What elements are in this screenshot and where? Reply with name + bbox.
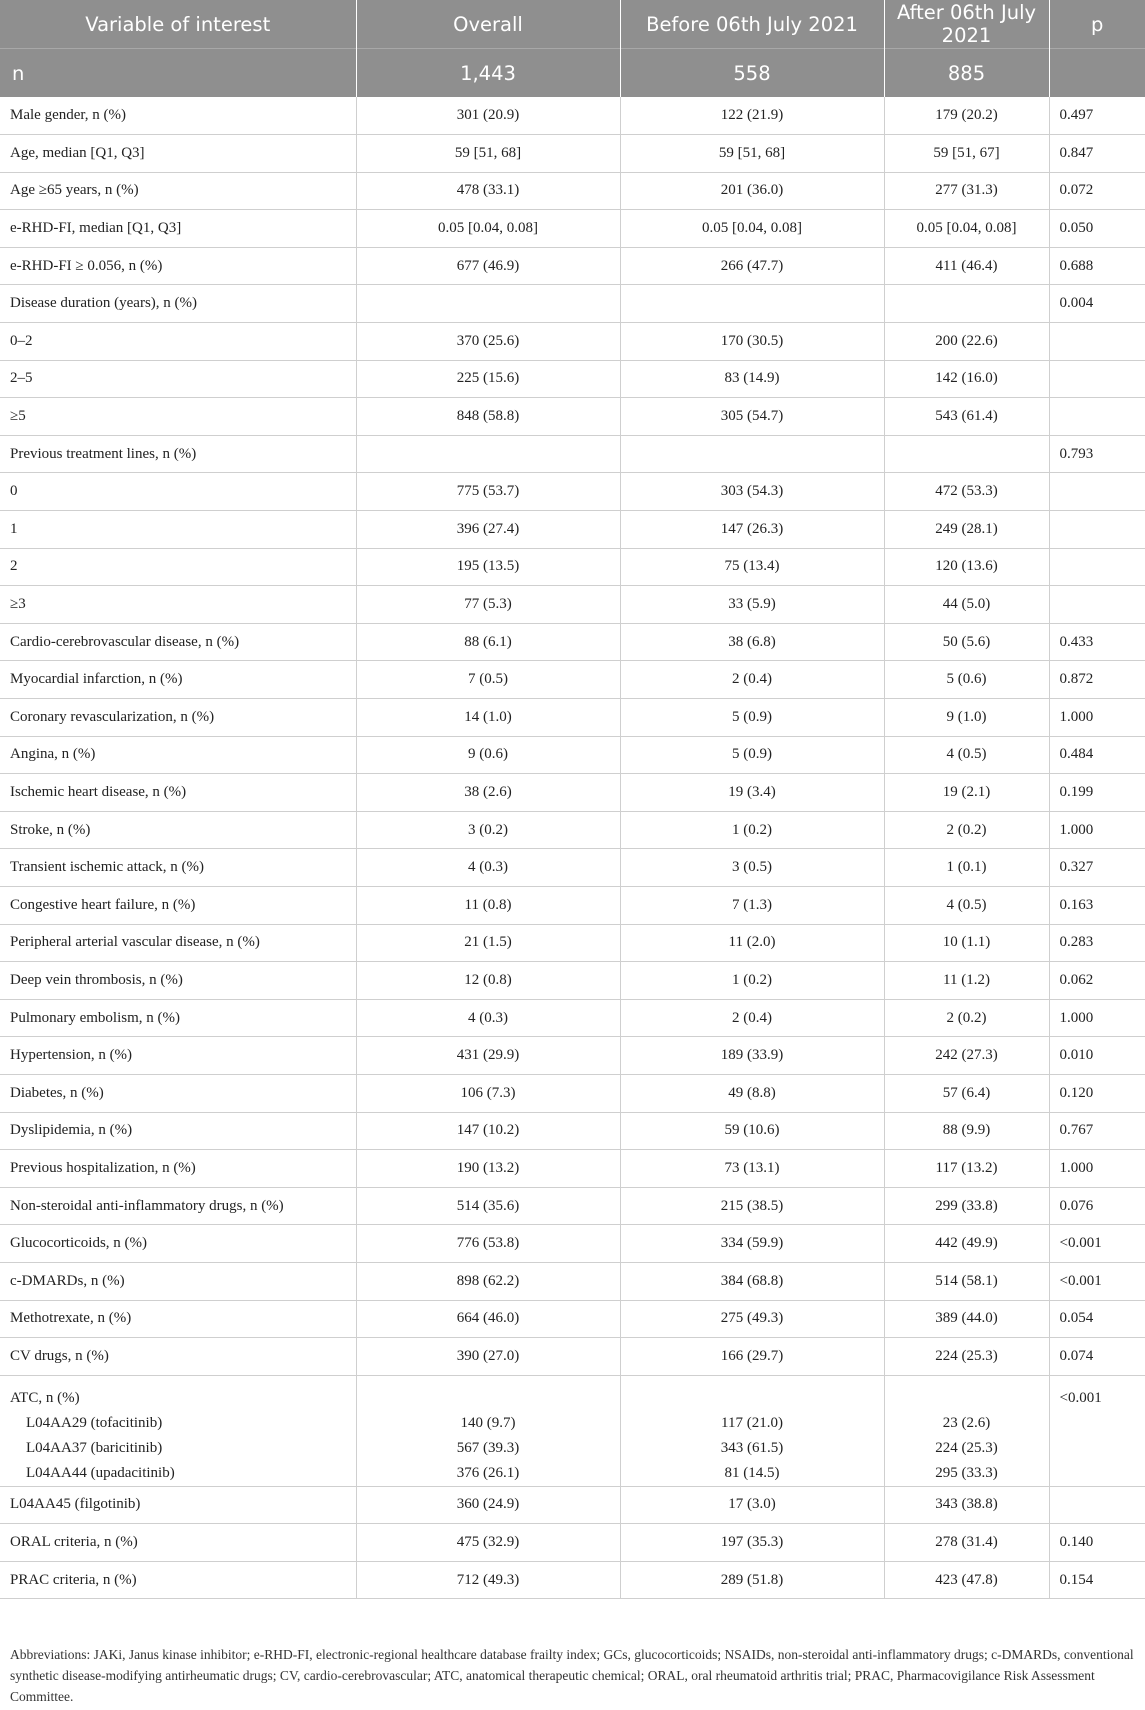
table-row [0,1338,1145,1376]
cell-before: 33 (5.9) [620,586,884,624]
cell-after: 11 (1.2) [884,962,1049,1000]
cell-variable: Glucocorticoids, n (%) [0,1225,356,1263]
cell-overall: 21 (1.5) [356,924,620,962]
cell-before: 38 (6.8) [620,623,884,661]
cell-variable: Deep vein thrombosis, n (%) [0,962,356,1000]
cell-variable: Peripheral arterial vascular disease, n (%) [0,924,356,962]
cell-before: 384 (68.8) [620,1262,884,1300]
atc-subrow-value: 140 (9.7) [460,1414,516,1431]
cell-after: 9 (1.0) [884,699,1049,737]
cell-variable: Age, median [Q1, Q3] [0,135,356,173]
cell-before: 59 (10.6) [620,1112,884,1150]
cell-p: 0.199 [1049,774,1145,812]
cell-p: 0.010 [1049,1037,1145,1075]
table-row [0,1225,1145,1263]
atc-subrow-value: 343 (61.5) [720,1439,784,1456]
cell-after [884,285,1049,323]
atc-subrow-label: L04AA29 (tofacitinib) [26,1414,163,1431]
table-row [0,1300,1145,1338]
cell-p: 1.000 [1049,1150,1145,1188]
table-row [0,511,1145,549]
cell-after: 343 (38.8) [884,1486,1049,1524]
table-row [0,247,1145,285]
cell-overall: 475 (32.9) [356,1524,620,1562]
cell-p: 0.484 [1049,736,1145,774]
table-row [0,1074,1145,1112]
cell-p: 0.872 [1049,661,1145,699]
header-row [0,0,1145,49]
cell-p [1049,398,1145,436]
cell-after: 423 (47.8) [884,1561,1049,1599]
cell-variable [0,1375,356,1486]
cell-p: 1.000 [1049,811,1145,849]
cell-before: 5 (0.9) [620,699,884,737]
cell-overall: 59 [51, 68] [356,135,620,173]
cell-before: 49 (8.8) [620,1074,884,1112]
cell-overall: 370 (25.6) [356,323,620,361]
cell-variable: Diabetes, n (%) [0,1074,356,1112]
cell-before: 266 (47.7) [620,247,884,285]
cell-after: 10 (1.1) [884,924,1049,962]
table-row [0,623,1145,661]
cell-p [1049,1486,1145,1524]
cell-before: 2 (0.4) [620,661,884,699]
cell-after [884,1375,1049,1486]
cell-p: 1.000 [1049,999,1145,1037]
cell-p: 0.793 [1049,435,1145,473]
cell-before: 122 (21.9) [620,97,884,135]
cell-variable: L04AA45 (filgotinib) [0,1486,356,1524]
cell-p [1049,360,1145,398]
cell-before: 201 (36.0) [620,172,884,210]
table-row [0,736,1145,774]
cell-overall: 664 (46.0) [356,1300,620,1338]
cell-overall: 190 (13.2) [356,1150,620,1188]
cell-before: 59 [51, 68] [620,135,884,173]
cell-overall: 390 (27.0) [356,1338,620,1376]
cell-p: 0.004 [1049,285,1145,323]
table-row [0,285,1145,323]
cell-overall: 106 (7.3) [356,1074,620,1112]
cell-p [1049,473,1145,511]
cell-variable: e-RHD-FI ≥ 0.056, n (%) [0,247,356,285]
cell-variable: Disease duration (years), n (%) [0,285,356,323]
cell-before: 275 (49.3) [620,1300,884,1338]
cell-variable: CV drugs, n (%) [0,1338,356,1376]
atc-subrow-label: L04AA44 (upadacitinib) [26,1464,175,1481]
abbreviations-footnote: Abbreviations: JAKi, Janus kinase inhibitor; e-RHD-FI, electronic-regional healthcare database frailty index; GCs, glucocorticoids; NSAIDs, non-steroidal anti-inflammatory drugs; c-DMARDs, conventional synthetic disease-modifying antirheumatic drugs; CV, cardio-cerebrovascular; ATC, anatomical therapeutic chemical; ORAL, oral rheumatoid arthritis trial; PRAC, Pharmacovigilance Risk Assessment Committee. [10,1647,1134,1704]
cell-overall: 12 (0.8) [356,962,620,1000]
atc-subrow-value: 81 (14.5) [724,1464,780,1481]
cell-overall [356,285,620,323]
cell-p: 0.072 [1049,172,1145,210]
table-row [0,999,1145,1037]
cell-before: 19 (3.4) [620,774,884,812]
cell-overall: 9 (0.6) [356,736,620,774]
table-row [0,97,1145,135]
table-row [0,473,1145,511]
cell-overall: 396 (27.4) [356,511,620,549]
table-row [0,1037,1145,1075]
cell-p: 0.847 [1049,135,1145,173]
table-row [0,135,1145,173]
table-row [0,886,1145,924]
cell-before: 305 (54.7) [620,398,884,436]
cell-overall: 478 (33.1) [356,172,620,210]
cell-p: 0.120 [1049,1074,1145,1112]
cell-after: 514 (58.1) [884,1262,1049,1300]
cell-overall: 848 (58.8) [356,398,620,436]
cell-after: 57 (6.4) [884,1074,1049,1112]
cell-before: 11 (2.0) [620,924,884,962]
table-row [0,435,1145,473]
cell-overall: 4 (0.3) [356,849,620,887]
table-row [0,1561,1145,1599]
header-variable: Variable of interest [0,0,356,49]
cell-variable: e-RHD-FI, median [Q1, Q3] [0,210,356,248]
cell-variable: PRAC criteria, n (%) [0,1561,356,1599]
cell-after: 411 (46.4) [884,247,1049,285]
cell-variable: Previous treatment lines, n (%) [0,435,356,473]
atc-subrow-value: 224 (25.3) [935,1439,998,1456]
cell-before: 7 (1.3) [620,886,884,924]
cell-overall: 11 (0.8) [356,886,620,924]
cell-variable: Stroke, n (%) [0,811,356,849]
cell-before [620,285,884,323]
table-row [0,1112,1145,1150]
cell-before: 215 (38.5) [620,1187,884,1225]
cell-after: 224 (25.3) [884,1338,1049,1376]
cell-overall: 38 (2.6) [356,774,620,812]
cell-p [1049,548,1145,586]
cell-before: 2 (0.4) [620,999,884,1037]
cell-p: 0.327 [1049,849,1145,887]
atc-label: ATC, n (%) [10,1389,80,1406]
cell-p [1049,511,1145,549]
table-row [0,210,1145,248]
cell-before: 1 (0.2) [620,811,884,849]
cell-after: 4 (0.5) [884,886,1049,924]
cell-variable: Hypertension, n (%) [0,1037,356,1075]
cell-p [1049,323,1145,361]
cell-before: 303 (54.3) [620,473,884,511]
cell-overall: 677 (46.9) [356,247,620,285]
cell-overall: 7 (0.5) [356,661,620,699]
cell-after: 277 (31.3) [884,172,1049,210]
cell-after: 543 (61.4) [884,398,1049,436]
cell-variable: Methotrexate, n (%) [0,1300,356,1338]
cell-overall: 195 (13.5) [356,548,620,586]
cell-before [620,435,884,473]
cell-variable: Angina, n (%) [0,736,356,774]
cell-overall: 360 (24.9) [356,1486,620,1524]
cell-overall: 0.05 [0.04, 0.08] [356,210,620,248]
cell-p: 0.767 [1049,1112,1145,1150]
cell-before: 17 (3.0) [620,1486,884,1524]
cell-overall: 14 (1.0) [356,699,620,737]
atc-subrow-value: 117 (21.0) [721,1414,783,1431]
table-row [0,924,1145,962]
cell-before [620,1375,884,1486]
table-row [0,661,1145,699]
cell-overall: 775 (53.7) [356,473,620,511]
table-header [0,0,1145,97]
cell-p: <0.001 [1049,1262,1145,1300]
cell-overall [356,435,620,473]
cell-p: 0.283 [1049,924,1145,962]
cell-overall: 147 (10.2) [356,1112,620,1150]
cell-after: 2 (0.2) [884,999,1049,1037]
cell-variable: Pulmonary embolism, n (%) [0,999,356,1037]
table-row [0,323,1145,361]
cell-before: 3 (0.5) [620,849,884,887]
cell-p: 0.076 [1049,1187,1145,1225]
cell-variable: Dyslipidemia, n (%) [0,1112,356,1150]
cell-p: 0.074 [1049,1338,1145,1376]
cell-before: 75 (13.4) [620,548,884,586]
table-row [0,1150,1145,1188]
cell-p: 0.433 [1049,623,1145,661]
table-row-atc [0,1375,1145,1486]
cell-overall: 88 (6.1) [356,623,620,661]
cell-overall: 77 (5.3) [356,586,620,624]
header-after: After 06th July 2021 [884,0,1049,49]
cell-variable: Non-steroidal anti-inflammatory drugs, n (%) [0,1187,356,1225]
cell-before: 147 (26.3) [620,511,884,549]
cell-before: 334 (59.9) [620,1225,884,1263]
cell-p: 0.154 [1049,1561,1145,1599]
cell-after: 142 (16.0) [884,360,1049,398]
cell-overall: 3 (0.2) [356,811,620,849]
cell-before: 189 (33.9) [620,1037,884,1075]
cell-overall: 225 (15.6) [356,360,620,398]
cell-after: 120 (13.6) [884,548,1049,586]
cell-variable: ORAL criteria, n (%) [0,1524,356,1562]
cell-variable: Cardio-cerebrovascular disease, n (%) [0,623,356,661]
atc-subrow-value: 376 (26.1) [456,1464,520,1481]
cell-after: 389 (44.0) [884,1300,1049,1338]
cell-variable: ≥3 [0,586,356,624]
cell-after: 442 (49.9) [884,1225,1049,1263]
cell-after: 0.05 [0.04, 0.08] [884,210,1049,248]
cell-overall [356,1375,620,1486]
n-overall: 1,443 [356,49,620,98]
table-row [0,962,1145,1000]
header-overall: Overall [356,0,620,49]
cell-after [884,435,1049,473]
cell-variable: Male gender, n (%) [0,97,356,135]
cell-p [1049,586,1145,624]
cell-after: 4 (0.5) [884,736,1049,774]
cell-p: 1.000 [1049,699,1145,737]
cell-variable: ≥5 [0,398,356,436]
cell-overall: 776 (53.8) [356,1225,620,1263]
n-label: n [0,49,356,98]
cell-before: 83 (14.9) [620,360,884,398]
n-row [0,49,1145,98]
cell-variable: 2 [0,548,356,586]
cell-after: 200 (22.6) [884,323,1049,361]
cell-p: 0.497 [1049,97,1145,135]
cell-p: 0.163 [1049,886,1145,924]
cell-variable: Ischemic heart disease, n (%) [0,774,356,812]
cell-variable: Coronary revascularization, n (%) [0,699,356,737]
cell-after: 242 (27.3) [884,1037,1049,1075]
cell-after: 472 (53.3) [884,473,1049,511]
cell-after: 59 [51, 67] [884,135,1049,173]
table-row [0,398,1145,436]
atc-subrow-value: 567 (39.3) [456,1439,520,1456]
cell-variable: c-DMARDs, n (%) [0,1262,356,1300]
cell-before: 73 (13.1) [620,1150,884,1188]
table-row [0,172,1145,210]
cell-overall: 301 (20.9) [356,97,620,135]
cell-p: <0.001 [1049,1225,1145,1263]
cell-after: 50 (5.6) [884,623,1049,661]
cell-after: 19 (2.1) [884,774,1049,812]
cell-after: 88 (9.9) [884,1112,1049,1150]
cell-variable: Previous hospitalization, n (%) [0,1150,356,1188]
cell-overall: 431 (29.9) [356,1037,620,1075]
table-row [0,1524,1145,1562]
cell-after: 179 (20.2) [884,97,1049,135]
atc-subrow-value: 23 (2.6) [942,1414,991,1431]
cell-variable: 0–2 [0,323,356,361]
cell-overall: 4 (0.3) [356,999,620,1037]
cell-overall: 712 (49.3) [356,1561,620,1599]
table-row [0,774,1145,812]
cell-overall: 898 (62.2) [356,1262,620,1300]
cell-before: 197 (35.3) [620,1524,884,1562]
cell-overall: 514 (35.6) [356,1187,620,1225]
cell-p: <0.001 [1049,1375,1145,1486]
cell-variable: 1 [0,511,356,549]
table-row [0,586,1145,624]
cell-variable: Transient ischemic attack, n (%) [0,849,356,887]
atc-subrow-value: 295 (33.3) [935,1464,998,1481]
cell-p: 0.050 [1049,210,1145,248]
cell-before: 166 (29.7) [620,1338,884,1376]
cell-variable: 2–5 [0,360,356,398]
cell-variable: Congestive heart failure, n (%) [0,886,356,924]
cell-variable: Myocardial infarction, n (%) [0,661,356,699]
table-body [0,97,1145,1599]
cell-before: 5 (0.9) [620,736,884,774]
header-before: Before 06th July 2021 [620,0,884,49]
cell-p: 0.140 [1049,1524,1145,1562]
cell-after: 278 (31.4) [884,1524,1049,1562]
cell-after: 2 (0.2) [884,811,1049,849]
cell-before: 1 (0.2) [620,962,884,1000]
cell-before: 289 (51.8) [620,1561,884,1599]
n-before: 558 [620,49,884,98]
table-row [0,811,1145,849]
table-row [0,1187,1145,1225]
table-row [0,548,1145,586]
table-row [0,849,1145,887]
table-row [0,1486,1145,1524]
cell-after: 299 (33.8) [884,1187,1049,1225]
cell-after: 117 (13.2) [884,1150,1049,1188]
atc-subrow-label: L04AA37 (baricitinib) [26,1439,163,1456]
table-row [0,360,1145,398]
header-p: p [1049,0,1145,49]
cell-after: 5 (0.6) [884,661,1049,699]
cell-variable: Age ≥65 years, n (%) [0,172,356,210]
cell-p: 0.688 [1049,247,1145,285]
cell-variable: 0 [0,473,356,511]
cell-after: 249 (28.1) [884,511,1049,549]
cell-after: 1 (0.1) [884,849,1049,887]
cell-before: 0.05 [0.04, 0.08] [620,210,884,248]
table-row [0,1262,1145,1300]
table-row [0,699,1145,737]
cell-before: 170 (30.5) [620,323,884,361]
n-p [1049,49,1145,98]
cell-after: 44 (5.0) [884,586,1049,624]
cell-p: 0.054 [1049,1300,1145,1338]
n-after: 885 [884,49,1049,98]
cell-p: 0.062 [1049,962,1145,1000]
